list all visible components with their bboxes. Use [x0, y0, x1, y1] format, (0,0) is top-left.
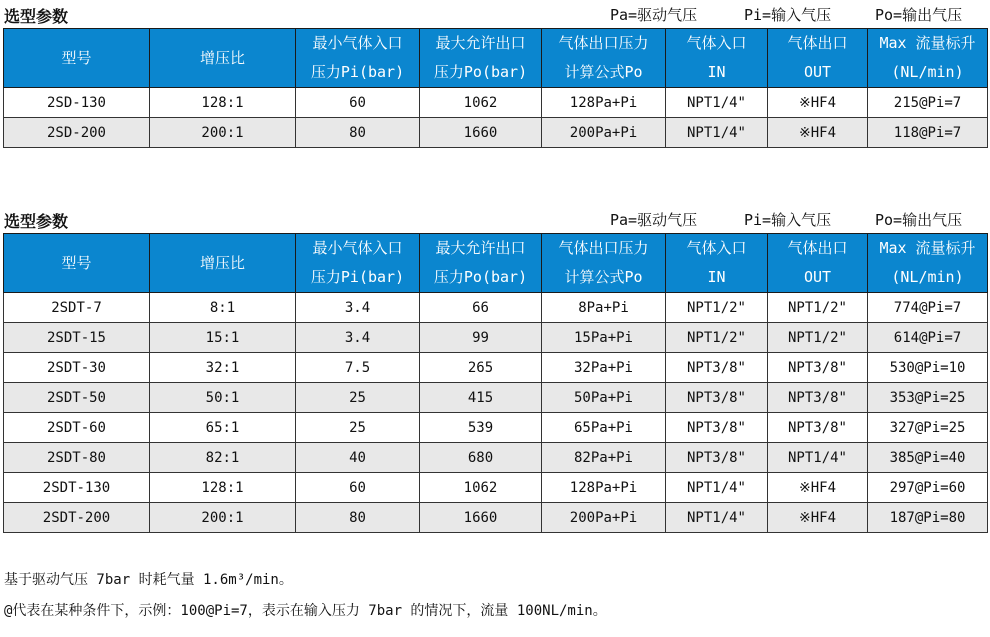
column-header-line: 气体入口 [686, 34, 747, 52]
table-cell: 200Pa+Pi [542, 503, 666, 533]
table-cell: 215@Pi=7 [868, 88, 988, 118]
table-cell: 2SD-130 [4, 88, 150, 118]
column-header [868, 234, 988, 293]
header-row [4, 234, 988, 293]
table-cell: 327@Pi=25 [868, 413, 988, 443]
column-header-line: IN [707, 63, 726, 81]
table-cell: 3.4 [296, 293, 420, 323]
column-header-line: (NL/min) [891, 268, 964, 286]
table-cell: 680 [420, 443, 542, 473]
table-cell: 1660 [420, 503, 542, 533]
column-header [542, 29, 666, 88]
table-cell: 8:1 [150, 293, 296, 323]
table-cell: ※HF4 [768, 88, 868, 118]
table-cell: 3.4 [296, 323, 420, 353]
column-header-line: 增压比 [199, 49, 245, 67]
table-row [4, 443, 988, 473]
table-cell: 415 [420, 383, 542, 413]
legend-pa: Pa=驱动气压 [610, 6, 698, 24]
section-title-row [0, 205, 990, 233]
column-header [868, 29, 988, 88]
spec-table-1 [3, 28, 988, 148]
column-header-line: 气体出口 [787, 34, 848, 52]
column-header-line: 型号 [61, 254, 92, 272]
table-cell: 40 [296, 443, 420, 473]
legend-po: Po=输出气压 [875, 6, 963, 24]
table-cell: 353@Pi=25 [868, 383, 988, 413]
table-cell: 128:1 [150, 473, 296, 503]
table-cell: NPT1/2" [768, 293, 868, 323]
table-cell: 2SDT-15 [4, 323, 150, 353]
table-cell: 128Pa+Pi [542, 473, 666, 503]
table-cell: 200:1 [150, 503, 296, 533]
column-header-line: 最小气体入口 [312, 34, 403, 52]
spec-table-2 [3, 233, 988, 533]
table-row [4, 383, 988, 413]
table-cell: 50Pa+Pi [542, 383, 666, 413]
table-cell: 128:1 [150, 88, 296, 118]
spec-section-2 [0, 205, 990, 565]
table-cell: 297@Pi=60 [868, 473, 988, 503]
legend-po: Po=输出气压 [875, 211, 963, 229]
column-header [666, 234, 768, 293]
column-header-line: 最小气体入口 [312, 239, 403, 257]
column-header [150, 29, 296, 88]
table-cell: 82Pa+Pi [542, 443, 666, 473]
table-cell: ※HF4 [768, 503, 868, 533]
table-cell: 200:1 [150, 118, 296, 148]
column-header-line: (NL/min) [891, 63, 964, 81]
column-header-line: OUT [803, 63, 832, 81]
table-cell: 774@Pi=7 [868, 293, 988, 323]
column-header-line: 气体出口 [787, 239, 848, 257]
table-cell: 2SDT-200 [4, 503, 150, 533]
table-cell: NPT1/4" [768, 443, 868, 473]
table-cell: 1062 [420, 88, 542, 118]
table-row [4, 503, 988, 533]
table-cell: 99 [420, 323, 542, 353]
column-header-line: Max 流量标升 [879, 239, 976, 257]
table-cell: 65Pa+Pi [542, 413, 666, 443]
section-title: 选型参数 [4, 7, 69, 26]
table-row [4, 323, 988, 353]
table-cell: 60 [296, 473, 420, 503]
note-flow-explanation: @代表在某种条件下，示例：100@Pi=7，表示在输入压力 7bar 的情况下，流量 100NL/min。 [4, 603, 607, 619]
column-header-line: 压力Po(bar) [433, 268, 528, 286]
section-title: 选型参数 [4, 212, 69, 231]
table-cell: 8Pa+Pi [542, 293, 666, 323]
column-header [420, 234, 542, 293]
column-header-line: 气体出口压力 [558, 239, 649, 257]
table-cell: ※HF4 [768, 118, 868, 148]
table-cell: NPT1/2" [666, 323, 768, 353]
table-cell: NPT3/8" [768, 383, 868, 413]
table-cell: 200Pa+Pi [542, 118, 666, 148]
table-cell: 265 [420, 353, 542, 383]
column-header-line: 最大允许出口 [435, 239, 526, 257]
column-header-line: IN [707, 268, 726, 286]
column-header-line: 气体出口压力 [558, 34, 649, 52]
column-header [420, 29, 542, 88]
table-cell: 66 [420, 293, 542, 323]
table-cell: 80 [296, 503, 420, 533]
table-cell: 32:1 [150, 353, 296, 383]
header-row [4, 29, 988, 88]
table-cell: 2SDT-50 [4, 383, 150, 413]
table-cell: 50:1 [150, 383, 296, 413]
table-row [4, 413, 988, 443]
table-cell: 15:1 [150, 323, 296, 353]
table-cell: NPT1/2" [666, 293, 768, 323]
column-header-line: 压力Po(bar) [433, 63, 528, 81]
table-cell: 60 [296, 88, 420, 118]
table-row [4, 88, 988, 118]
table-cell: NPT3/8" [666, 443, 768, 473]
column-header-line: OUT [803, 268, 832, 286]
legend-pi: Pi=输入气压 [744, 6, 832, 24]
table-row [4, 353, 988, 383]
table-cell: 7.5 [296, 353, 420, 383]
table-cell: 2SD-200 [4, 118, 150, 148]
table-cell: NPT1/4" [666, 88, 768, 118]
table-cell: 1660 [420, 118, 542, 148]
column-header-line: 计算公式Po [564, 268, 643, 286]
table-cell: 187@Pi=80 [868, 503, 988, 533]
table-cell: 25 [296, 383, 420, 413]
table-cell: NPT3/8" [666, 413, 768, 443]
legend-pi: Pi=输入气压 [744, 211, 832, 229]
table-cell: 118@Pi=7 [868, 118, 988, 148]
table-cell: NPT3/8" [666, 383, 768, 413]
table-cell: 530@Pi=10 [868, 353, 988, 383]
column-header [296, 234, 420, 293]
column-header-line: Max 流量标升 [879, 34, 976, 52]
table-cell: 80 [296, 118, 420, 148]
table-cell: 15Pa+Pi [542, 323, 666, 353]
spec-section-1 [0, 0, 990, 170]
table-cell: 65:1 [150, 413, 296, 443]
note-consumption: 基于驱动气压 7bar 时耗气量 1.6m³/min。 [4, 572, 293, 588]
table-cell: NPT1/4" [666, 473, 768, 503]
column-header-line: 压力Pi(bar) [310, 63, 405, 81]
column-header-line: 最大允许出口 [435, 34, 526, 52]
column-header [666, 29, 768, 88]
table-cell: 2SDT-30 [4, 353, 150, 383]
column-header [4, 234, 150, 293]
table-cell: NPT3/8" [666, 353, 768, 383]
table-cell: NPT1/2" [768, 323, 868, 353]
column-header [768, 29, 868, 88]
table-cell: NPT1/4" [666, 503, 768, 533]
column-header [542, 234, 666, 293]
table-cell: 82:1 [150, 443, 296, 473]
table-cell: 128Pa+Pi [542, 88, 666, 118]
table-row [4, 473, 988, 503]
column-header-line: 压力Pi(bar) [310, 268, 405, 286]
column-header-line: 计算公式Po [564, 63, 643, 81]
table-cell: NPT1/4" [666, 118, 768, 148]
table-cell: NPT3/8" [768, 353, 868, 383]
table-cell: 2SDT-7 [4, 293, 150, 323]
column-header-line: 气体入口 [686, 239, 747, 257]
column-header [296, 29, 420, 88]
table-cell: ※HF4 [768, 473, 868, 503]
column-header [150, 234, 296, 293]
table-row [4, 293, 988, 323]
table-row [4, 118, 988, 148]
column-header [768, 234, 868, 293]
table-cell: 25 [296, 413, 420, 443]
column-header-line: 增压比 [199, 254, 245, 272]
section-title-row [0, 0, 990, 28]
column-header-line: 型号 [61, 49, 92, 67]
legend-pa: Pa=驱动气压 [610, 211, 698, 229]
table-cell: NPT3/8" [768, 413, 868, 443]
table-cell: 2SDT-60 [4, 413, 150, 443]
table-cell: 32Pa+Pi [542, 353, 666, 383]
table-cell: 614@Pi=7 [868, 323, 988, 353]
table-cell: 385@Pi=40 [868, 443, 988, 473]
table-cell: 2SDT-80 [4, 443, 150, 473]
table-cell: 539 [420, 413, 542, 443]
table-cell: 2SDT-130 [4, 473, 150, 503]
column-header [4, 29, 150, 88]
table-cell: 1062 [420, 473, 542, 503]
